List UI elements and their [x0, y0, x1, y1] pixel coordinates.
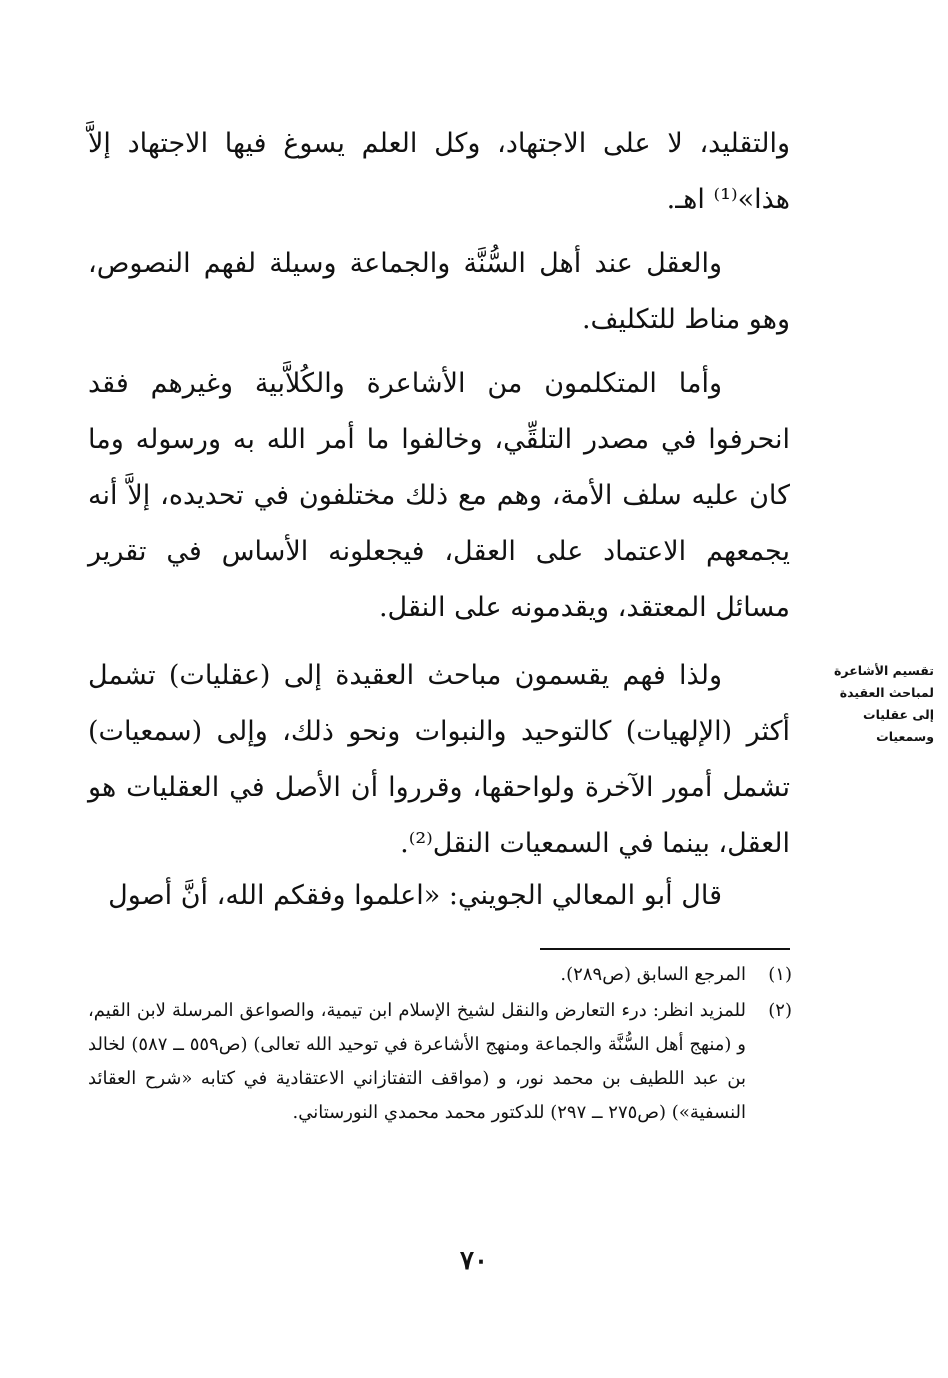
paragraph-3: وأما المتكلمون من الأشاعرة والكُلاَّبية وغيرهم فقد انحرفوا في مصدر التلقِّي، وخالفوا ما أمر الله به ورسوله وما كان عليه سلف الأمة، وهم مع ذلك مختلفون في تحديده، إلاَّ أنه يجمعهم الاعتماد على العقل، فيجعلونه الأساس في تقرير مسائل المعتقد، ويقدمونه على النقل.	[88, 368, 790, 623]
margin-note-line: تقسيم الأشاعرة	[834, 663, 934, 678]
page-number: ٧٠	[460, 1246, 488, 1276]
footnotes	[88, 958, 792, 1132]
footnote-text: المرجع السابق (ص٢٨٩).	[560, 964, 746, 985]
margin-note-line: إلى عقليات	[863, 707, 934, 722]
paragraph-1: والتقليد، لا على الاجتهاد، وكل العلم يسوغ فيها الاجتهاد إلاَّ هذا»⁽¹⁾ اهـ.	[88, 128, 790, 215]
margin-note-line: وسمعيات	[876, 729, 934, 744]
paragraph-5: قال أبو المعالي الجويني: «اعلموا وفقكم الله، أنَّ أصول	[108, 880, 722, 911]
paragraph-4: ولذا فهم يقسمون مباحث العقيدة إلى (عقليات) تشمل أكثر (الإلهيات) كالتوحيد والنبوات ونحو ذلك، وإلى (سمعيات) تشمل أمور الآخرة ولواحقها، وقرروا أن الأصل في العقليات هو العقل، بينما في السمعيات النقل⁽²⁾.	[88, 660, 790, 859]
paragraph-2: والعقل عند أهل السُّنَّة والجماعة وسيلة لفهم النصوص، وهو مناط للتكليف.	[88, 248, 790, 335]
footnote-divider	[540, 948, 790, 950]
footnote-1	[88, 958, 792, 992]
footnote-text: للمزيد انظر: درء التعارض والنقل لشيخ الإسلام ابن تيمية، والصواعق المرسلة لابن القيم، و (منهج أهل السُّنَّة والجماعة ومنهج الأشاعرة في توحيد الله تعالى) (ص٥٥٩ ــ ٥٨٧) لخالد بن عبد اللطيف بن محمد نور، و (مواقف التفتازاني الاعتقادية في كتابه «شرح العقائد النسفية») (ص٢٧٥ ــ ٢٩٧) للدكتور محمد محمدي النورستاني.	[88, 1000, 746, 1123]
footnote-2	[88, 994, 792, 1130]
margin-note	[800, 660, 934, 748]
footnote-number: (٢)	[768, 1000, 792, 1021]
margin-note-line: لمباحث العقيدة	[839, 685, 934, 700]
footnote-number: (١)	[768, 964, 792, 985]
